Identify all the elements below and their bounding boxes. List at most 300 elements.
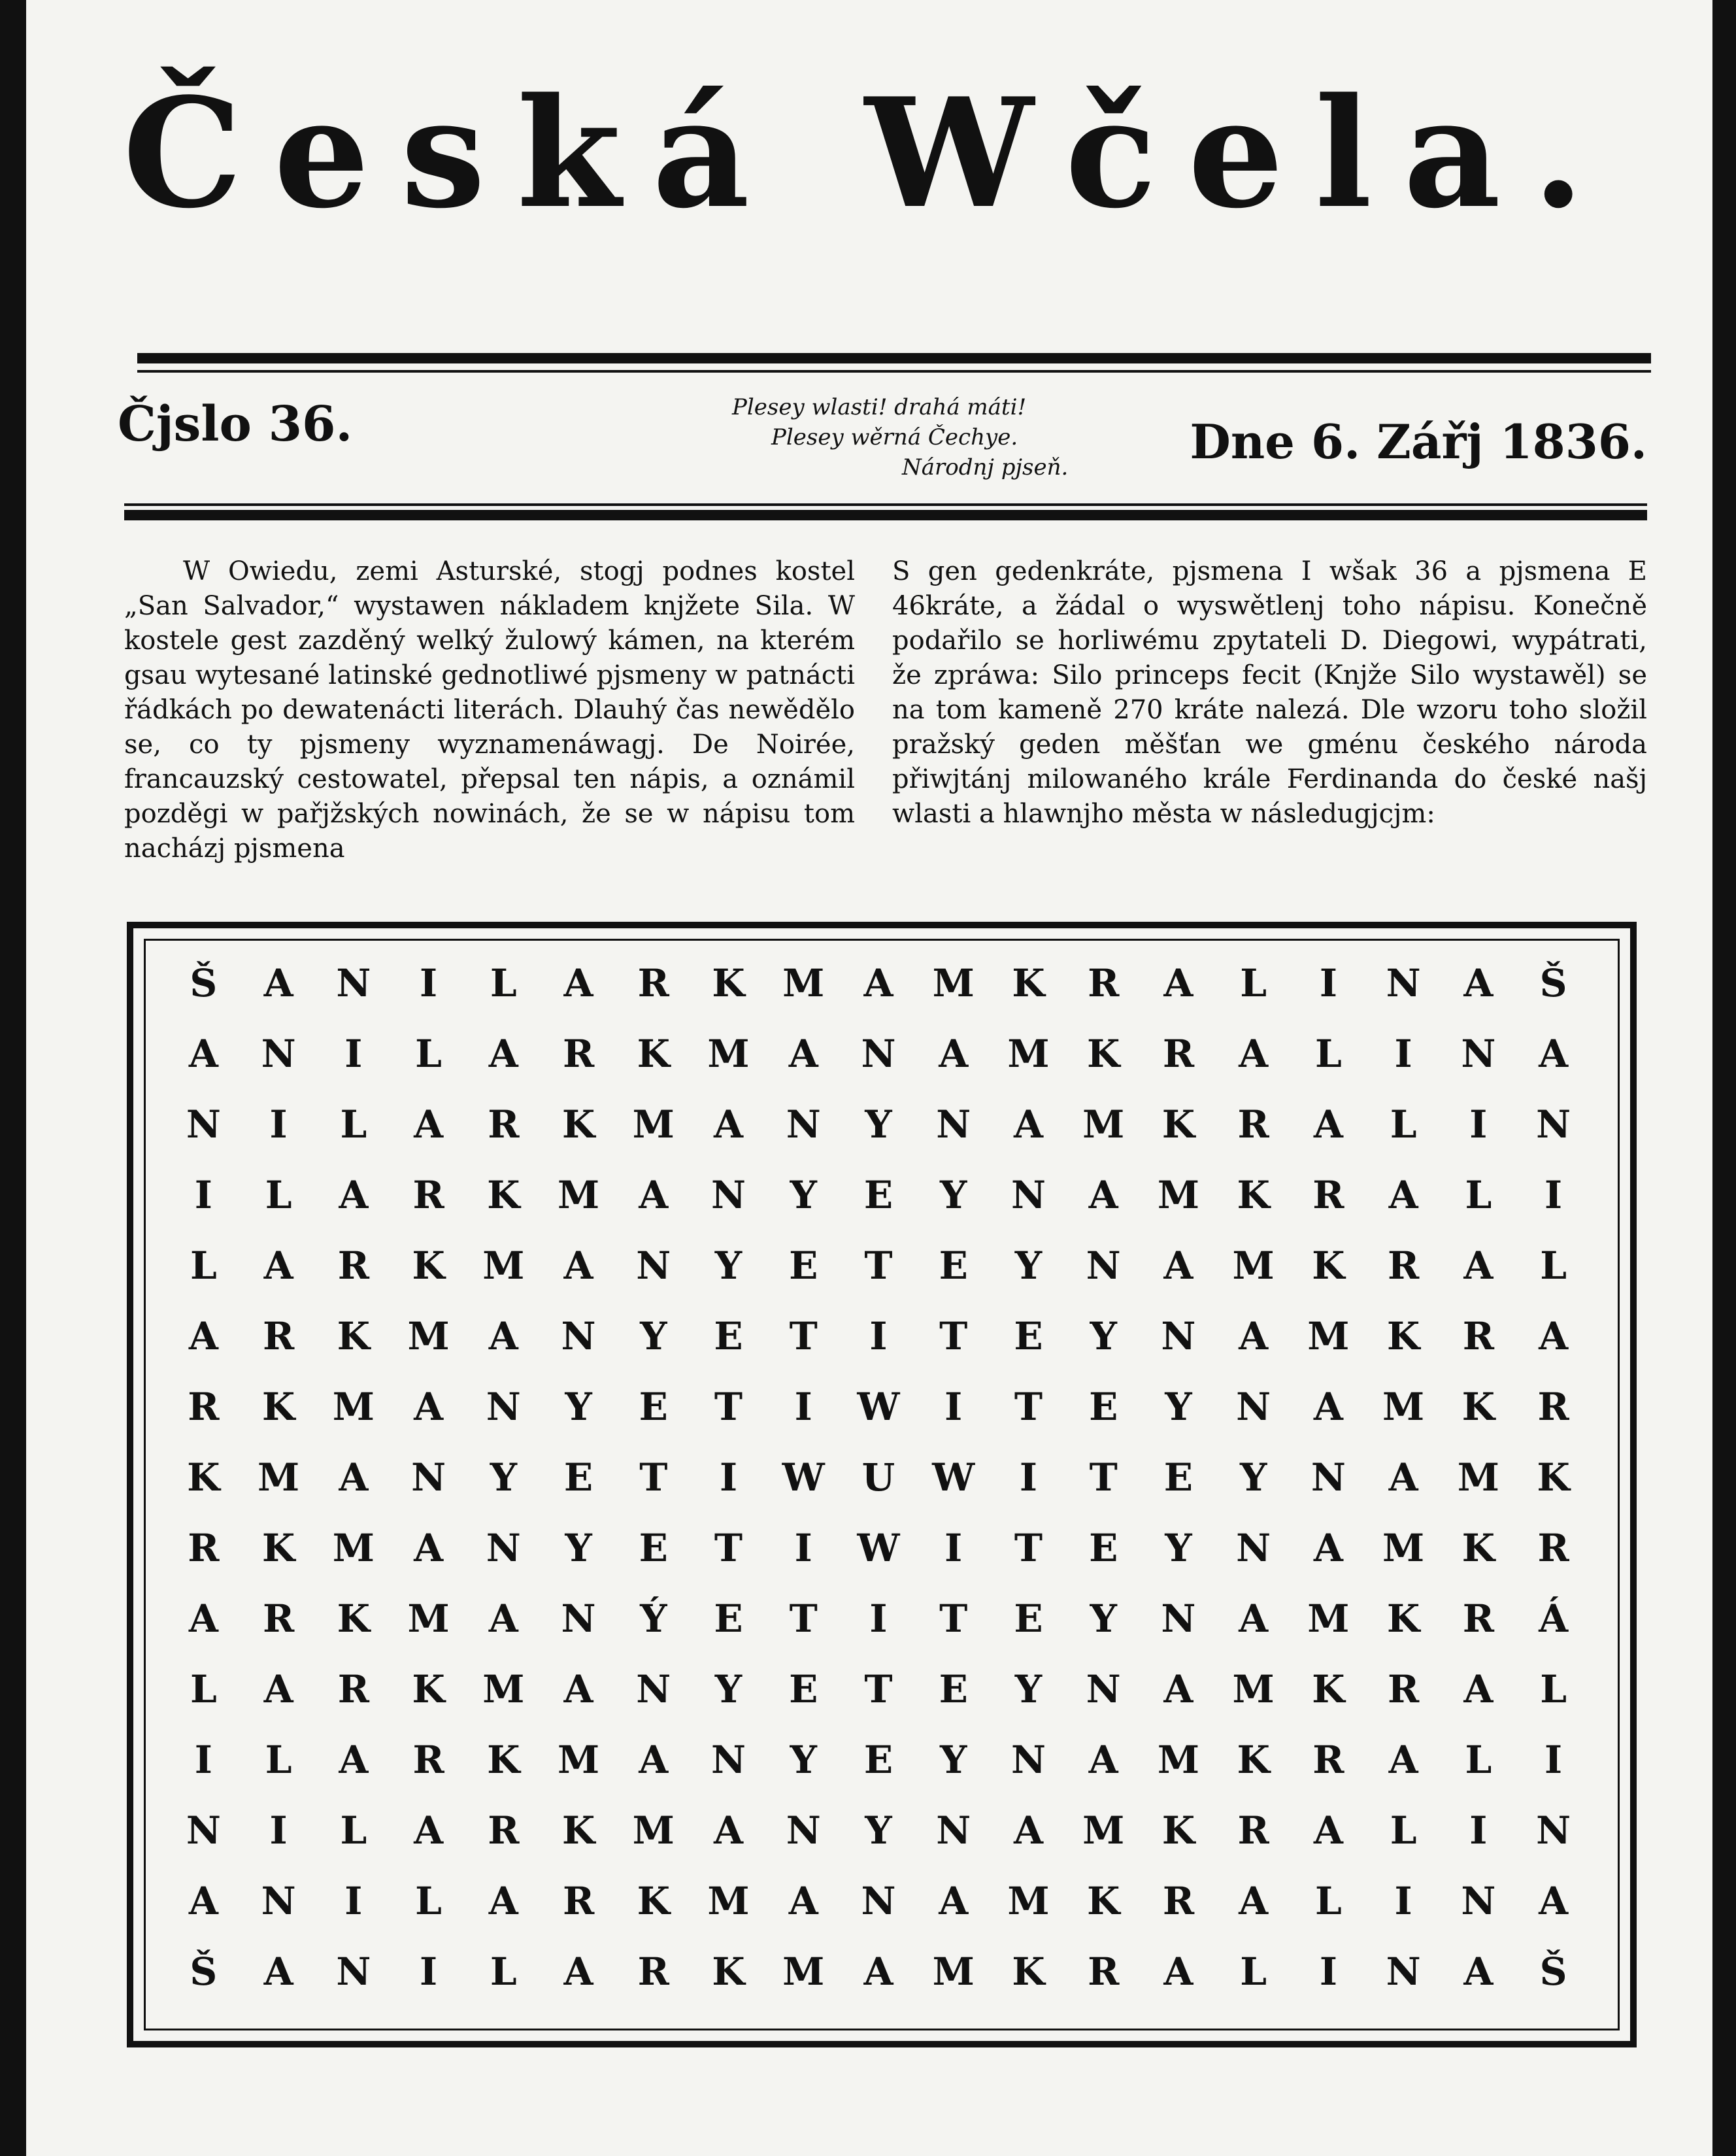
grid-letter: M [1082, 1808, 1125, 1853]
grid-letter: Y [790, 1173, 817, 1217]
grid-letter: L [1540, 1243, 1567, 1288]
grid-letter: K [1312, 1243, 1345, 1288]
grid-letter: N [336, 961, 371, 1005]
grid-letter: R [1088, 961, 1120, 1005]
grid-letter: M [557, 1173, 600, 1217]
grid-letter: M [932, 961, 975, 1005]
grid-letter: L [190, 1243, 217, 1288]
grid-letter: A [1313, 1385, 1343, 1429]
grid-letter: N [936, 1102, 971, 1147]
grid-letter: R [188, 1385, 220, 1429]
grid-letter: Y [1165, 1526, 1192, 1570]
grid-letter: Y [1239, 1455, 1267, 1500]
grid-letter: A [488, 1879, 518, 1923]
grid-letter: M [1382, 1385, 1425, 1429]
section-rule-thin [124, 503, 1647, 506]
grid-letter: M [1232, 1667, 1275, 1711]
grid-letter: K [1161, 1102, 1195, 1147]
grid-letter: L [1540, 1667, 1567, 1711]
grid-row [166, 1725, 1591, 1795]
grid-letter: M [782, 961, 825, 1005]
grid-letter: E [639, 1385, 668, 1429]
grid-letter: M [707, 1879, 750, 1923]
grid-letter: R [488, 1808, 520, 1853]
grid-letter: L [265, 1173, 292, 1217]
grid-letter: K [561, 1102, 595, 1147]
grid-letter: W [782, 1455, 825, 1500]
grid-letter: Y [1014, 1243, 1043, 1288]
grid-letter: N [711, 1173, 746, 1217]
grid-letter: N [186, 1808, 221, 1853]
grid-letter: Y [565, 1385, 592, 1429]
grid-letter: E [939, 1667, 968, 1711]
grid-letter: E [1014, 1596, 1043, 1641]
grid-letter: K [1086, 1032, 1120, 1076]
grid-letter: T [1089, 1455, 1118, 1500]
grid-letter: I [1394, 1879, 1412, 1923]
grid-letter: L [1390, 1102, 1417, 1147]
grid-letter: R [337, 1243, 369, 1288]
grid-letter: N [1310, 1455, 1346, 1500]
grid-letter: R [412, 1173, 444, 1217]
grid-letter: R [1462, 1596, 1494, 1641]
grid-letter: A [939, 1879, 969, 1923]
grid-letter: A [1539, 1314, 1569, 1358]
grid-letter: M [258, 1455, 300, 1500]
grid-row [166, 1513, 1591, 1583]
grid-letter: R [562, 1879, 595, 1923]
grid-letter: K [637, 1032, 670, 1076]
grid-letter: Y [940, 1738, 967, 1782]
grid-letter: N [636, 1667, 671, 1711]
grid-letter: L [265, 1738, 292, 1782]
issue-date: Dne 6. Zářj 1836. [1190, 414, 1647, 469]
grid-letter: E [863, 1738, 893, 1782]
grid-letter: K [1086, 1879, 1120, 1923]
grid-letter: E [789, 1243, 818, 1288]
grid-letter: A [1313, 1526, 1343, 1570]
grid-letter: A [1388, 1455, 1418, 1500]
grid-letter: A [939, 1032, 969, 1076]
grid-letter: A [1013, 1808, 1043, 1853]
grid-letter: L [190, 1667, 217, 1711]
grid-letter: N [1086, 1243, 1121, 1288]
grid-letter: A [339, 1738, 369, 1782]
grid-letter: N [336, 1949, 371, 1994]
grid-letter: A [1163, 961, 1194, 1005]
grid-letter: T [714, 1526, 743, 1570]
article-column-right: S gen gedenkráte, pjsmena I wšak 36 a pjsmena E 46kráte, a žádal o wyswětlenj toho nápisu. Konečně podařilo se horliwému zpytateli D. Diegowi, wypátrati, že zpráwa: Silo princeps fecit (Knjže Silo wystawěl) se na tom kameně 270 kráte nalezá. Dle wzoru toho složil pražský geden měšťan we gménu českého národa přiwjtánj milowaného krále Ferdinanda do české našj wlasti a hlawnjho města w následugjcjm: [892, 556, 1647, 829]
grid-letter: R [1462, 1314, 1494, 1358]
grid-letter: I [344, 1879, 363, 1923]
grid-letter: K [1237, 1738, 1270, 1782]
grid-letter: R [637, 1949, 669, 1994]
grid-letter: L [415, 1879, 442, 1923]
grid-letter: T [939, 1314, 968, 1358]
grid-letter: L [415, 1032, 442, 1076]
grid-letter: A [788, 1879, 818, 1923]
grid-letter: R [263, 1314, 295, 1358]
grid-letter: L [1314, 1032, 1342, 1076]
grid-row [166, 1230, 1591, 1301]
grid-letter: Š [1539, 1949, 1567, 1994]
grid-letter: Š [190, 961, 218, 1005]
letter-grid [166, 948, 1591, 2007]
grid-letter: K [1386, 1314, 1420, 1358]
grid-letter: Y [1090, 1596, 1117, 1641]
grid-letter: M [407, 1596, 450, 1641]
grid-letter: U [861, 1455, 895, 1500]
grid-letter: A [339, 1173, 369, 1217]
grid-letter: M [1307, 1596, 1350, 1641]
grid-letter: A [188, 1032, 218, 1076]
grid-letter: A [714, 1102, 744, 1147]
grid-letter: Y [490, 1455, 517, 1500]
grid-letter: R [1388, 1667, 1420, 1711]
grid-letter: N [936, 1808, 971, 1853]
grid-letter: R [488, 1102, 520, 1147]
grid-letter: A [1539, 1879, 1569, 1923]
grid-letter: A [1463, 961, 1494, 1005]
grid-letter: A [1463, 1667, 1494, 1711]
grid-letter: A [563, 1243, 593, 1288]
grid-letter: N [1386, 1949, 1421, 1994]
grid-letter: M [1382, 1526, 1425, 1570]
grid-letter: M [782, 1949, 825, 1994]
grid-letter: N [1461, 1032, 1496, 1076]
grid-letter: L [340, 1102, 367, 1147]
grid-letter: W [932, 1455, 975, 1500]
grid-letter: A [414, 1102, 444, 1147]
header-rule-thin [137, 370, 1651, 373]
grid-letter: A [1163, 1243, 1194, 1288]
grid-letter: R [1162, 1879, 1195, 1923]
grid-letter: A [1388, 1173, 1418, 1217]
grid-letter: A [1239, 1879, 1269, 1923]
grid-letter: K [1386, 1596, 1420, 1641]
grid-letter: A [639, 1738, 669, 1782]
grid-letter: W [857, 1385, 900, 1429]
grid-letter: R [1388, 1243, 1420, 1288]
grid-letter: L [490, 961, 517, 1005]
grid-letter: K [1537, 1455, 1570, 1500]
grid-letter: E [1089, 1526, 1118, 1570]
grid-letter: N [561, 1314, 596, 1358]
grid-letter: I [944, 1385, 963, 1429]
grid-letter: K [561, 1808, 595, 1853]
grid-letter: Y [640, 1314, 667, 1358]
grid-row [166, 1654, 1591, 1725]
grid-letter: T [789, 1314, 818, 1358]
grid-letter: T [864, 1243, 893, 1288]
grid-letter: M [632, 1102, 675, 1147]
grid-letter: A [263, 1949, 293, 1994]
grid-letter: M [557, 1738, 600, 1782]
grid-letter: N [411, 1455, 446, 1500]
grid-letter: N [261, 1879, 296, 1923]
grid-letter: A [1163, 1667, 1194, 1711]
grid-letter: N [1086, 1667, 1121, 1711]
newspaper-page [26, 0, 1712, 2156]
grid-letter: R [1162, 1032, 1195, 1076]
grid-letter: M [1157, 1173, 1200, 1217]
grid-letter: A [1239, 1596, 1269, 1641]
grid-letter: R [188, 1526, 220, 1570]
grid-letter: A [1313, 1102, 1343, 1147]
grid-letter: M [407, 1314, 450, 1358]
grid-letter: I [420, 1949, 438, 1994]
grid-letter: M [482, 1667, 525, 1711]
grid-letter: A [488, 1032, 518, 1076]
grid-letter: A [863, 961, 893, 1005]
grid-letter: N [1010, 1173, 1046, 1217]
grid-letter: R [412, 1738, 444, 1782]
grid-letter: M [632, 1808, 675, 1853]
grid-letter: N [786, 1808, 821, 1853]
grid-letter: A [339, 1455, 369, 1500]
grid-letter: Y [940, 1173, 967, 1217]
section-rule-thick [124, 510, 1647, 520]
grid-letter: N [186, 1102, 221, 1147]
grid-letter: R [263, 1596, 295, 1641]
grid-letter: Y [1014, 1667, 1043, 1711]
grid-letter: L [1390, 1808, 1417, 1853]
grid-row [166, 1795, 1591, 1866]
grid-letter: I [194, 1738, 212, 1782]
grid-letter: T [639, 1455, 668, 1500]
grid-letter: T [714, 1385, 743, 1429]
grid-row [166, 1019, 1591, 1089]
grid-letter: A [1088, 1173, 1118, 1217]
grid-letter: A [714, 1808, 744, 1853]
grid-letter: K [187, 1455, 220, 1500]
grid-letter: K [637, 1879, 670, 1923]
grid-letter: N [261, 1032, 296, 1076]
grid-letter: K [337, 1596, 371, 1641]
grid-letter: R [1237, 1808, 1269, 1853]
grid-letter: Y [790, 1738, 817, 1782]
grid-letter: L [1465, 1173, 1492, 1217]
grid-letter: A [1239, 1032, 1269, 1076]
grid-letter: M [1307, 1314, 1350, 1358]
grid-letter: N [636, 1243, 671, 1288]
grid-letter: A [639, 1173, 669, 1217]
grid-letter: Á [1539, 1596, 1569, 1641]
grid-letter: Y [714, 1667, 743, 1711]
grid-letter: A [1313, 1808, 1343, 1853]
grid-letter: M [1157, 1738, 1200, 1782]
grid-letter: E [714, 1596, 743, 1641]
grid-letter: R [337, 1667, 369, 1711]
grid-letter: E [1089, 1385, 1118, 1429]
grid-letter: A [188, 1314, 218, 1358]
grid-letter: I [794, 1385, 812, 1429]
grid-letter: I [1469, 1102, 1488, 1147]
grid-letter: W [857, 1526, 900, 1570]
issue-number: Čjslo 36. [118, 396, 353, 452]
grid-row [166, 1372, 1591, 1442]
grid-letter: I [794, 1526, 812, 1570]
grid-letter: K [1461, 1385, 1495, 1429]
grid-letter: L [1465, 1738, 1492, 1782]
grid-row [166, 1301, 1591, 1372]
grid-letter: T [1014, 1385, 1043, 1429]
grid-letter: Ý [640, 1596, 667, 1641]
grid-letter: M [332, 1526, 375, 1570]
grid-letter: K [712, 1949, 745, 1994]
grid-row [166, 1583, 1591, 1654]
grid-letter: A [788, 1032, 818, 1076]
grid-letter: N [786, 1102, 821, 1147]
grid-letter: Y [865, 1102, 892, 1147]
grid-letter: N [861, 1879, 896, 1923]
motto-line-2: Plesey wěrná Čechye. [771, 424, 1018, 450]
grid-letter: K [1312, 1667, 1345, 1711]
grid-letter: N [1386, 961, 1421, 1005]
grid-letter: M [1457, 1455, 1499, 1500]
grid-letter: R [1537, 1385, 1569, 1429]
grid-letter: M [482, 1243, 525, 1288]
grid-letter: K [261, 1526, 295, 1570]
grid-row [166, 948, 1591, 1019]
grid-letter: K [261, 1385, 295, 1429]
grid-letter: I [944, 1526, 963, 1570]
grid-letter: A [1088, 1738, 1118, 1782]
grid-letter: Y [865, 1808, 892, 1853]
grid-letter: A [488, 1596, 518, 1641]
grid-letter: K [487, 1738, 520, 1782]
motto-line-3: Národnj pjseň. [902, 454, 1069, 480]
grid-letter: L [490, 1949, 517, 1994]
article-column-left: W Owiedu, zemi Asturské, stogj podnes kostel „San Salvador,“ wystawen nákladem knjžete Sila. W kostele gest zazděný welký žulowý kámen, na kterém gsau wytesané latinské gednotliwé pjsmeny w patnácti řádkách po dewatenácti literách. Dlauhý čas newědělo se, co ty pjsmeny wyznamenáwagj. De Noirée, francauzský cestowatel, přepsal ten nápis, a oznámil pozděgi w pařjžských nowinách, že se w nápisu tom nacházj pjsmena [124, 556, 855, 864]
grid-letter: I [420, 961, 438, 1005]
grid-letter: K [487, 1173, 520, 1217]
grid-letter: M [707, 1032, 750, 1076]
grid-letter: A [263, 961, 293, 1005]
motto [706, 392, 1111, 482]
grid-letter: R [1312, 1738, 1344, 1782]
grid-letter: Š [190, 1949, 218, 1994]
grid-letter: E [939, 1243, 968, 1288]
grid-letter: A [263, 1667, 293, 1711]
grid-letter: K [1012, 1949, 1045, 1994]
grid-letter: A [188, 1879, 218, 1923]
grid-letter: I [344, 1032, 363, 1076]
grid-letter: I [1469, 1808, 1488, 1853]
grid-letter: R [1088, 1949, 1120, 1994]
grid-letter: L [1314, 1879, 1342, 1923]
grid-letter: N [1236, 1385, 1271, 1429]
grid-letter: N [486, 1526, 521, 1570]
grid-letter: I [719, 1455, 738, 1500]
grid-letter: E [714, 1314, 743, 1358]
grid-letter: M [1007, 1879, 1050, 1923]
grid-row [166, 1936, 1591, 2007]
masthead-title: Česká Wčela. [122, 65, 1616, 242]
grid-letter: A [1539, 1032, 1569, 1076]
grid-letter: N [1161, 1314, 1196, 1358]
grid-letter: N [861, 1032, 896, 1076]
grid-letter: N [711, 1738, 746, 1782]
grid-letter: E [1014, 1314, 1043, 1358]
grid-letter: K [412, 1243, 445, 1288]
grid-letter: T [789, 1596, 818, 1641]
grid-letter: I [869, 1314, 888, 1358]
grid-letter: A [188, 1596, 218, 1641]
grid-row [166, 1442, 1591, 1513]
grid-letter: I [1544, 1738, 1563, 1782]
grid-letter: M [1232, 1243, 1275, 1288]
grid-letter: I [1319, 1949, 1337, 1994]
grid-letter: E [789, 1667, 818, 1711]
grid-letter: L [1240, 961, 1267, 1005]
grid-letter: I [1319, 961, 1337, 1005]
grid-letter: R [1237, 1102, 1269, 1147]
grid-letter: I [869, 1596, 888, 1641]
grid-letter: E [863, 1173, 893, 1217]
grid-row [166, 1160, 1591, 1230]
grid-letter: L [340, 1808, 367, 1853]
grid-letter: T [864, 1667, 893, 1711]
grid-letter: A [414, 1526, 444, 1570]
grid-letter: Y [1090, 1314, 1117, 1358]
grid-letter: I [1544, 1173, 1563, 1217]
grid-letter: K [1161, 1808, 1195, 1853]
grid-letter: I [269, 1808, 288, 1853]
grid-letter: A [488, 1314, 518, 1358]
grid-letter: R [1537, 1526, 1569, 1570]
grid-letter: Y [714, 1243, 743, 1288]
grid-letter: K [1237, 1173, 1270, 1217]
grid-letter: I [1394, 1032, 1412, 1076]
grid-letter: A [563, 1949, 593, 1994]
grid-letter: K [412, 1667, 445, 1711]
grid-letter: A [1463, 1243, 1494, 1288]
grid-letter: A [1463, 1949, 1494, 1994]
grid-letter: T [939, 1596, 968, 1641]
grid-letter: K [1012, 961, 1045, 1005]
grid-letter: A [1013, 1102, 1043, 1147]
grid-row [166, 1866, 1591, 1936]
grid-letter: M [932, 1949, 975, 1994]
grid-letter: N [1010, 1738, 1046, 1782]
grid-letter: N [561, 1596, 596, 1641]
grid-letter: E [639, 1526, 668, 1570]
grid-letter: I [1019, 1455, 1038, 1500]
grid-letter: R [637, 961, 669, 1005]
grid-letter: A [1239, 1314, 1269, 1358]
grid-letter: N [1536, 1808, 1571, 1853]
grid-letter: Š [1539, 961, 1567, 1005]
grid-letter: A [563, 1667, 593, 1711]
grid-letter: A [263, 1243, 293, 1288]
grid-letter: A [563, 961, 593, 1005]
grid-letter: N [1236, 1526, 1271, 1570]
grid-letter: M [1007, 1032, 1050, 1076]
grid-letter: M [332, 1385, 375, 1429]
grid-letter: N [486, 1385, 521, 1429]
grid-letter: A [414, 1385, 444, 1429]
grid-letter: A [414, 1808, 444, 1853]
grid-letter: R [562, 1032, 595, 1076]
grid-letter: M [1082, 1102, 1125, 1147]
grid-letter: A [863, 1949, 893, 1994]
grid-letter: K [712, 961, 745, 1005]
grid-letter: K [1461, 1526, 1495, 1570]
grid-row [166, 1089, 1591, 1160]
grid-letter: E [1163, 1455, 1194, 1500]
grid-letter: A [1388, 1738, 1418, 1782]
